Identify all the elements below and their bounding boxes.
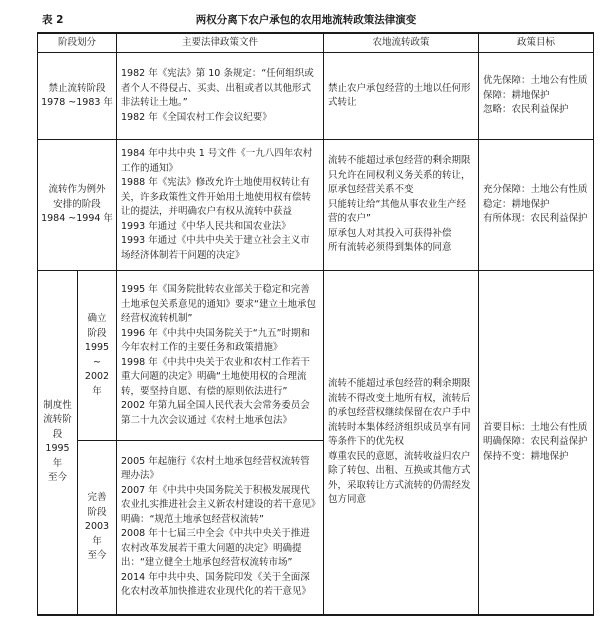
goal-item: 首要目标：土地公有性质 <box>483 421 588 433</box>
stage2-years: 1984 ~1994 年 <box>41 213 113 225</box>
stage3-label-1: 制度性 <box>43 399 72 411</box>
doc-item: 1984 年中共中央 1 号文件《一九八四年农村工作的通知》 <box>121 148 313 174</box>
policy-item: 流转时本集体经济组织成员享有同等条件下的优先权 <box>328 421 471 447</box>
goal-item: 忽略：农民利益保护 <box>483 104 569 116</box>
doc-item: 1996 年《中共中央国务院关于“九五”时期和今年农村工作的主要任务和政策措施》 <box>121 327 311 353</box>
stage3-label-2: 流转阶 <box>43 414 72 426</box>
policy-item: 流转不能超过承包经营的剩余期限 <box>328 155 471 167</box>
doc-item: 2002 年第九届全国人民代表大会常务委员会第二十九次会议通过《农村土地承包法》 <box>121 400 310 426</box>
policy-item: 只允许在同权利义务关系的转让，原承包经营关系不变 <box>328 169 471 196</box>
stage3-goal <box>479 271 594 615</box>
policy-item: 所有流转必须得到集体的同意 <box>328 242 452 254</box>
policy-item: 只能转让给“其他从事农业生产经营的农户” <box>328 198 466 225</box>
stage1-docs <box>117 53 324 140</box>
goal-item: 保障：耕地保护 <box>483 89 550 101</box>
substage1-line-2: 阶段 <box>87 327 107 339</box>
header-row <box>38 33 594 53</box>
header-policy: 农地流转政策 <box>324 33 479 53</box>
stage3-policy <box>324 271 479 615</box>
doc-item: 2007 年《中共中央国务院关于积极发展现代农业扎实推进社会主义新农村建设的若干意见》明确：“规范土地承包经营权流转” <box>121 484 316 525</box>
policy-item: 流转不得改变土地所有权，流转后的承包经营权继续保留在农户手中 <box>328 392 471 418</box>
doc-item: 2008 年十七届三中全会《中共中央关于推进农村改革发展若干重大问题的决定》明确提出：“建立健全土地承包经营权流转市场” <box>121 528 310 569</box>
doc-item: 1993 年通过《中共中央关于建立社会主义市场经济体制若干问题的决定》 <box>121 235 310 261</box>
goal-item: 有所体现：农民利益保护 <box>483 213 588 225</box>
doc-item: 2014 年中共中央、国务院印发《关于全面深化农村改革加快推进农业现代化的若干意见》 <box>121 571 312 598</box>
doc-item: 1982 年《全国农村工作会议纪要》 <box>121 111 272 123</box>
stage1-goal <box>479 53 594 140</box>
stage3-cell <box>38 271 78 615</box>
policy-item: 除了转包、出租、互换或其他方式外，采取转让方式流转的仍需经发包方同意 <box>328 465 471 505</box>
goal-item: 稳定：耕地保护 <box>483 198 550 210</box>
substage2-line-2: 阶段 <box>87 506 107 518</box>
header-goal: 政策目标 <box>479 33 594 53</box>
doc-item: 2005 年起施行《农村土地承包经营权流转管理办法》 <box>121 455 310 482</box>
doc-item: 1988 年《宪法》修改允许土地使用权转让有关，许多政策性文件开始用土地使用权有偿转让的提法，并明确农户有权从流转中获益 <box>121 177 312 217</box>
stage1-cell <box>38 53 117 140</box>
stage2-name-1: 流转作为例外 <box>48 184 106 196</box>
policy-item: 尊重农民的意愿，流转收益归农户 <box>328 450 471 462</box>
stage2-name-2: 安排的阶段 <box>53 198 101 210</box>
goal-item: 充分保障：土地公有性质 <box>483 184 588 196</box>
substage2-line-3: 2003 年 <box>84 521 110 547</box>
header-stage: 阶段划分 <box>38 33 117 53</box>
table-row-stage3a <box>38 271 594 441</box>
stage2-goal <box>479 140 594 271</box>
goal-item: 明确保障：农民利益保护 <box>483 436 588 447</box>
policy-item: 流转不能超过承包经营的剩余期限 <box>328 378 471 389</box>
stage3-label-4: 1995 年 <box>45 443 70 469</box>
goal-item: 优先保障：土地公有性质 <box>483 75 588 87</box>
substage1-line-1: 确立 <box>87 313 107 324</box>
substage2-docs <box>117 441 324 615</box>
table-row-stage1 <box>38 53 594 140</box>
stage3-label-3: 段 <box>52 428 63 440</box>
doc-item: 1982 年《宪法》第 10 条规定：“任何组织或者个人不得侵占、买卖、出租或者以其他形式非法转让土地。” <box>121 68 314 108</box>
doc-item: 1998 年《中共中央关于农业和农村工作若干重大问题的决定》明确“土地使用权的合理流转，要坚持自愿、有偿的原则依法进行” <box>121 356 310 397</box>
table-number: 表 2 <box>42 14 64 26</box>
stage1-policy <box>324 53 479 140</box>
doc-item: 1993 年通过《中华人民共和国农业法》 <box>121 220 291 232</box>
stage1-name: 禁止流转阶段 <box>48 82 106 94</box>
substage1-docs <box>117 271 324 441</box>
substage1-cell <box>78 271 117 441</box>
table-caption <box>0 12 612 30</box>
table-row-stage2 <box>38 140 594 271</box>
substage1-line-3: 1995 ~ <box>84 342 110 368</box>
substage2-line-4: 至今 <box>87 550 107 561</box>
substage2-cell <box>78 441 117 615</box>
policy-item: 禁止农户承包经营的土地以任何形式转让 <box>328 82 471 108</box>
substage2-line-1: 完善 <box>87 492 107 503</box>
doc-item: 1995 年《国务院批转农业部关于稳定和完善土地承包关系意见的通知》要求“建立土地承包经营权流转机制” <box>121 284 316 324</box>
stage1-years: 1978 ~1983 年 <box>41 97 113 108</box>
substage1-line-4: 2002 年 <box>84 371 110 397</box>
goal-item: 保持不变：耕地保护 <box>483 450 569 462</box>
header-docs: 主要法律政策文件 <box>117 33 324 53</box>
stage2-cell <box>38 140 117 271</box>
table-title: 两权分离下农户承包的农用地流转政策法律演变 <box>195 14 417 26</box>
policy-item: 原承包人对其投入可获得补偿 <box>328 227 452 239</box>
policy-table <box>37 32 594 616</box>
stage2-docs <box>117 140 324 271</box>
stage3-label-5: 至今 <box>47 472 67 484</box>
stage2-policy <box>324 140 479 271</box>
